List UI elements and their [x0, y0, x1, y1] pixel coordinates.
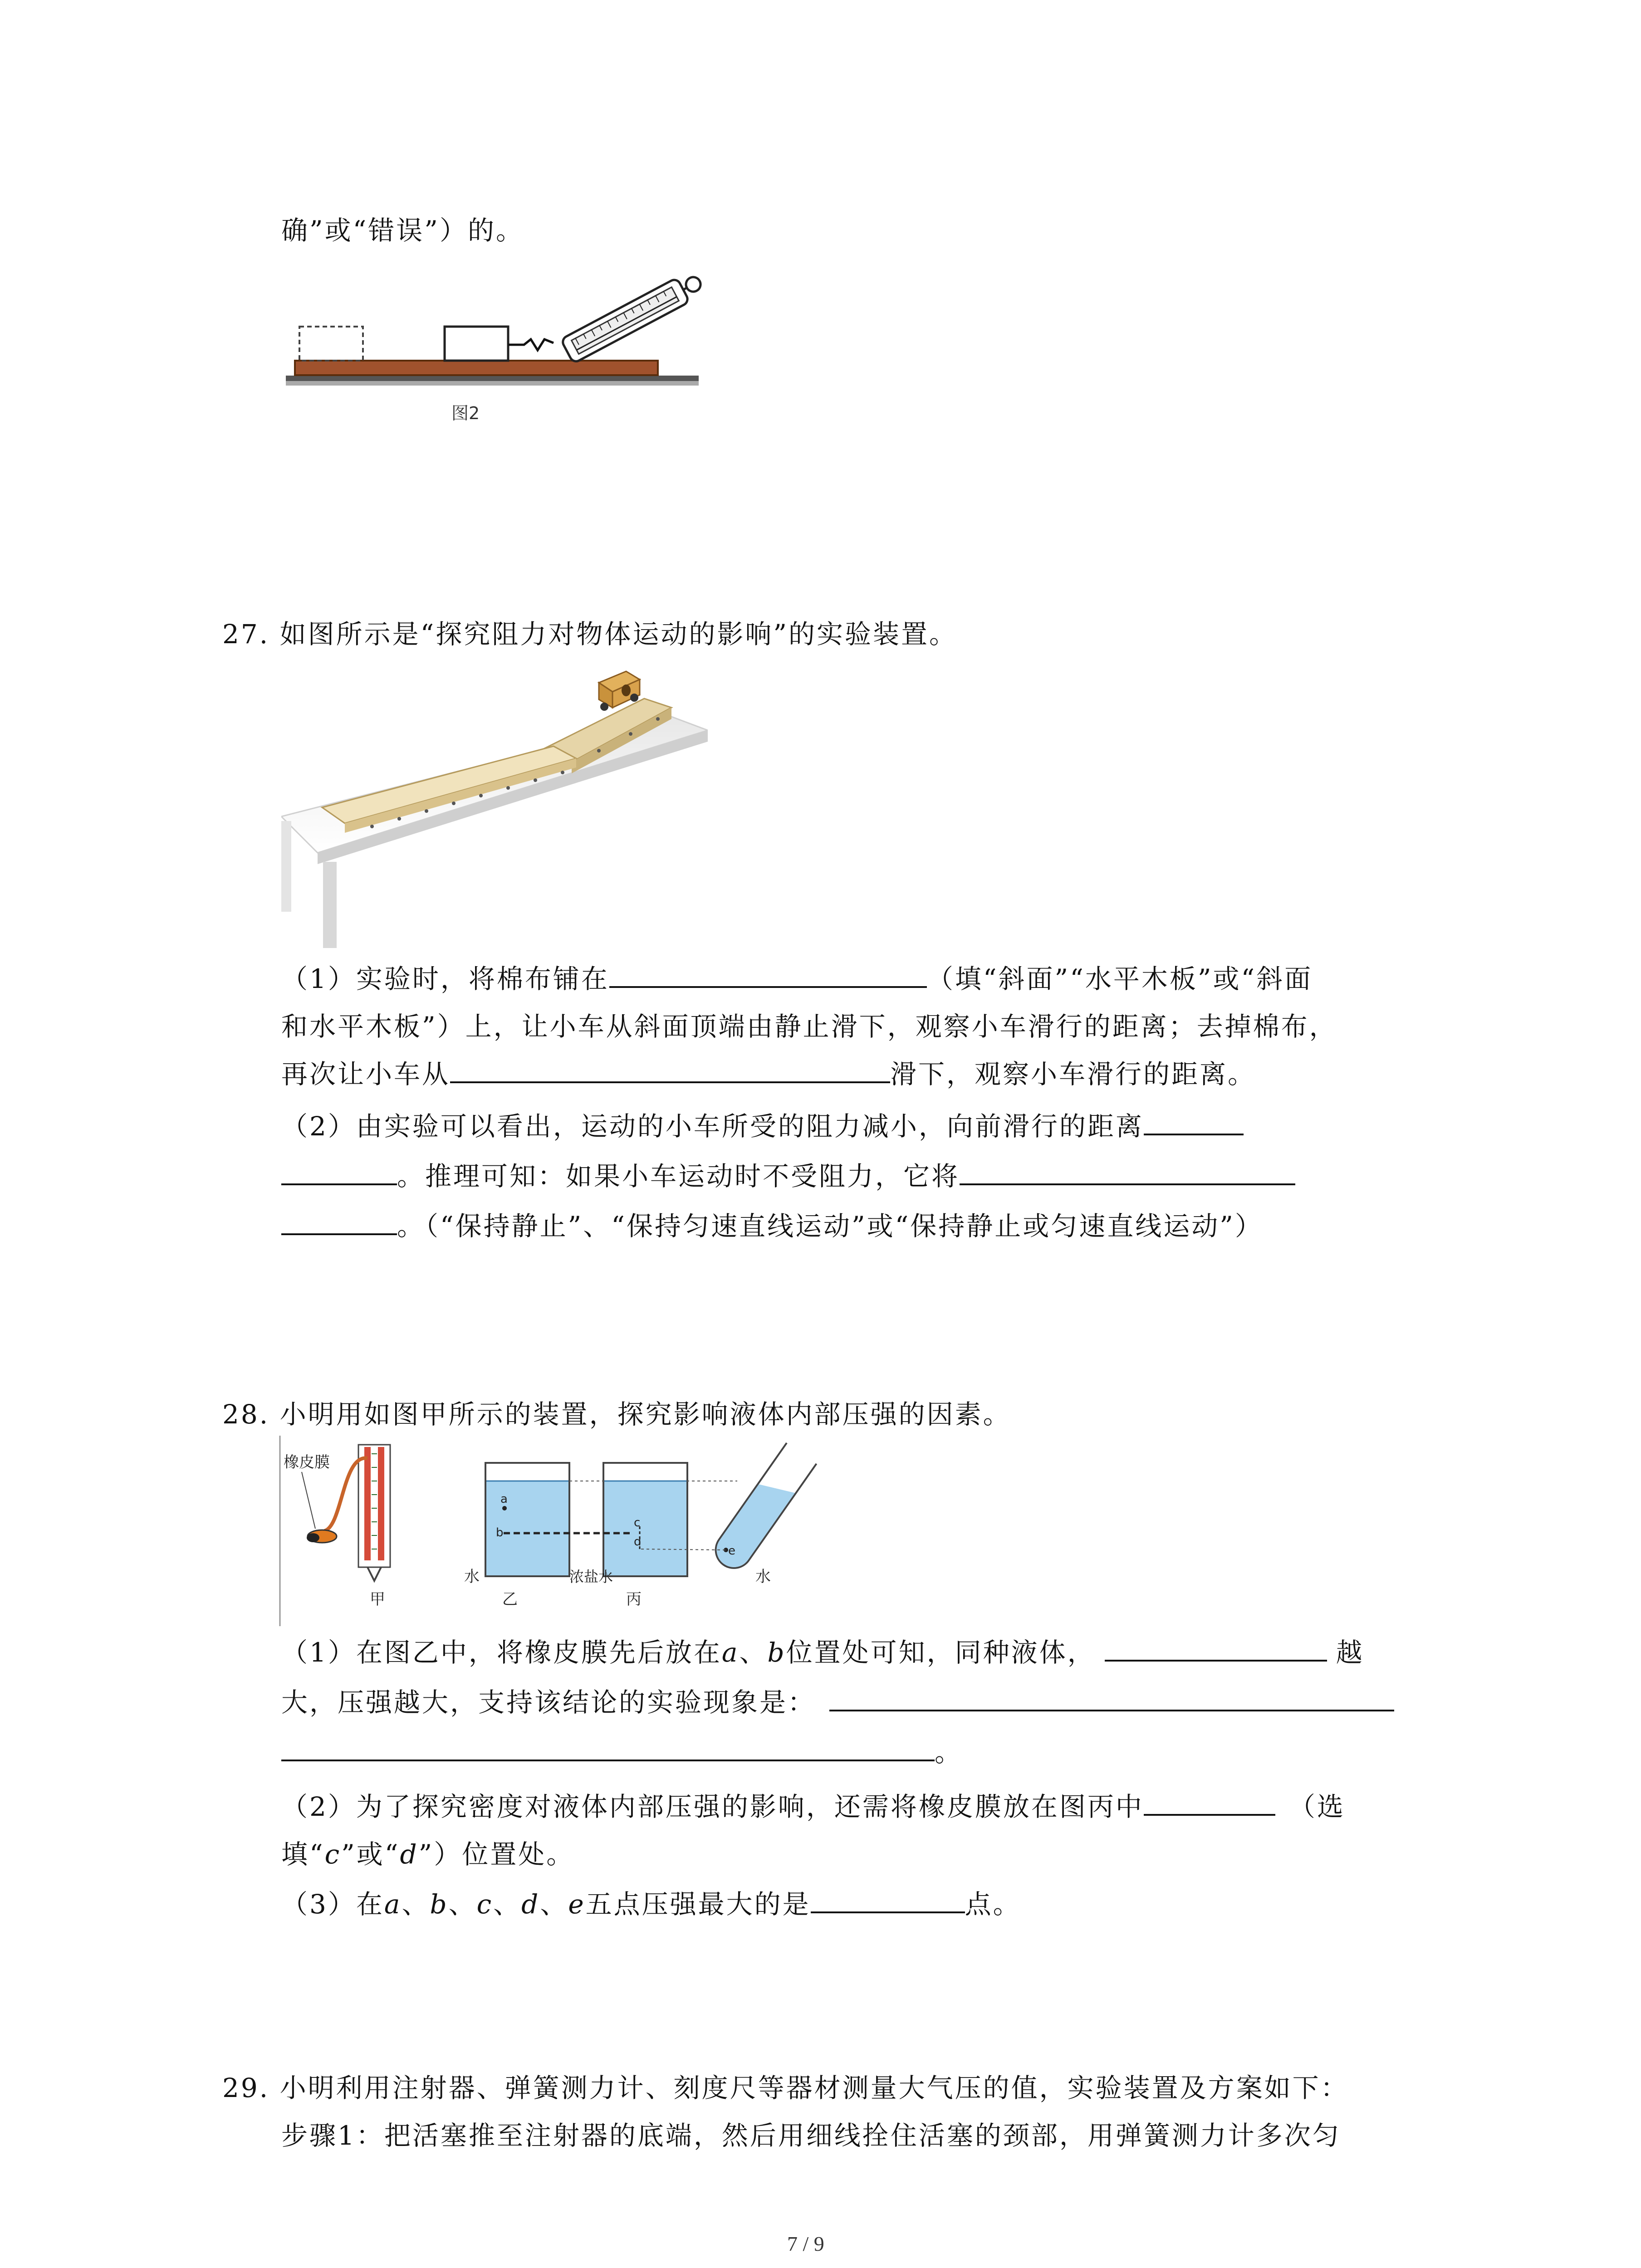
q28-blank-2a[interactable]	[829, 1686, 1394, 1711]
q28-p3-text-b: 五点压强最大的是	[585, 1889, 811, 1920]
q27-blank-1[interactable]	[609, 963, 927, 988]
q27-part2-line1	[281, 1109, 1244, 1144]
q27-part1-line2: 和水平木板”）上，让小车从斜面顶端由静止滑下，观察小车滑行的距离；去掉棉布，	[281, 1011, 1337, 1042]
q28-p3-text-c: 点。	[965, 1889, 1021, 1920]
q28-p2-text-d: ”或“	[341, 1839, 400, 1870]
label-yi: 乙	[502, 1590, 518, 1608]
q28-p3-pt-d: d	[521, 1889, 540, 1920]
q29-line1: 29. 小明利用注射器、弹簧测力计、刻度尺等器材测量大气压的值，实验装置及方案如下：	[222, 2072, 1349, 2103]
q27-blank-3a[interactable]	[1144, 1110, 1244, 1135]
q28-part1-line3	[281, 1735, 963, 1769]
tilted-test-tube	[709, 1443, 817, 1575]
ground-hatching	[286, 376, 699, 386]
q28-p3-sep-1: 、	[402, 1889, 430, 1920]
figure-2-spring-scale	[281, 263, 726, 426]
q28-part1-line1	[281, 1635, 1364, 1670]
q27-blank-3b[interactable]	[281, 1160, 397, 1185]
label-bing: 丙	[626, 1590, 642, 1608]
membrane-label: 橡皮膜	[284, 1453, 330, 1471]
wooden-block	[445, 327, 508, 361]
q28-blank-3[interactable]	[1144, 1790, 1275, 1816]
q28-p3-pt-c: c	[476, 1889, 494, 1920]
q27-p2-text-a: （2）由实验可以看出，运动的小车所受的阻力减小，向前滑行的距离	[281, 1111, 1144, 1142]
q28-p3-pt-a: a	[384, 1889, 402, 1920]
figure-28-liquid-pressure	[279, 1436, 842, 1626]
q28-p2-text-b: （选	[1288, 1791, 1345, 1822]
point-a-dot	[502, 1506, 507, 1510]
q27-part2-line2	[281, 1159, 1295, 1193]
q27-p2-text-c: 。（“保持静止”、“保持匀速直线运动”或“保持静止或匀速直线运动”）	[397, 1211, 1263, 1242]
figure-27-incline-apparatus	[281, 662, 708, 953]
q27-p1-text-a: （1）实验时，将棉布铺在	[281, 963, 609, 994]
q28-p1-text-d: 大，压强越大，支持该结论的实验现象是：	[281, 1687, 816, 1718]
hook-string	[508, 339, 554, 350]
label-water-tube: 水	[755, 1568, 771, 1586]
beaker-yi	[485, 1463, 569, 1576]
point-a-label: a	[500, 1492, 508, 1506]
q28-p2-var-c: c	[324, 1839, 342, 1870]
q27-blank-4b[interactable]	[281, 1210, 397, 1235]
beaker-bing	[603, 1463, 687, 1576]
q28-p2-text-a: （2）为了探究密度对液体内部压强的影响，还需将橡皮膜放在图丙中	[281, 1791, 1144, 1822]
point-e-label: e	[728, 1544, 735, 1558]
q27-part2-line3	[281, 1209, 1263, 1243]
q28-p3-sep-3: 、	[493, 1889, 522, 1920]
point-b-label: b	[496, 1526, 504, 1540]
q28-part3-line	[281, 1887, 1021, 1921]
q27-blank-4a[interactable]	[960, 1160, 1295, 1185]
dashed-block	[299, 327, 363, 361]
q28-stem: 28. 小明用如图甲所示的装置，探究影响液体内部压强的因素。	[222, 1399, 1011, 1430]
q28-p3-text-a: （3）在	[281, 1889, 384, 1920]
point-d-label: d	[634, 1535, 642, 1549]
q27-p1-text-b: （填“斜面”“水平木板”或“斜面	[926, 963, 1313, 994]
q27-stem: 27. 如图所示是“探究阻力对物体运动的影响”的实验装置。	[222, 619, 957, 650]
point-c-label: c	[634, 1516, 641, 1530]
q28-p1-text-c: 越	[1336, 1637, 1364, 1668]
label-water-yi: 水	[464, 1568, 480, 1586]
q28-p1-sep: 、	[739, 1637, 768, 1668]
q28-p3-pt-e: e	[568, 1889, 586, 1920]
q28-p2-text-e: ”）位置处。	[418, 1839, 575, 1870]
q28-blank-2b[interactable]	[281, 1736, 935, 1761]
q28-p3-pt-b: b	[430, 1889, 449, 1920]
q28-part2-line2	[281, 1837, 574, 1872]
q28-part1-line2	[281, 1685, 1394, 1720]
q28-p2-var-d: d	[400, 1839, 419, 1870]
q28-p1-text-a: （1）在图乙中，将橡皮膜先后放在	[281, 1637, 722, 1668]
q27-part1-line1	[281, 962, 1313, 996]
q27-p2-text-b: 。推理可知：如果小车运动时不受阻力，它将	[397, 1161, 960, 1192]
wooden-board	[295, 361, 658, 375]
figure-2-caption: 图2	[451, 403, 480, 423]
page-number: 7 / 9	[787, 2232, 824, 2255]
label-jia: 甲	[370, 1590, 385, 1608]
q28-part2-line1	[281, 1789, 1345, 1824]
q27-part1-line3	[281, 1057, 1256, 1091]
q28-p3-sep-4: 、	[540, 1889, 568, 1920]
q28-p1-var-b: b	[767, 1637, 786, 1668]
q28-p3-sep-2: 、	[448, 1889, 477, 1920]
label-brine: 浓盐水	[569, 1568, 613, 1585]
q28-blank-1[interactable]	[1105, 1636, 1327, 1662]
q28-p1-var-a: a	[721, 1637, 740, 1668]
q26-continuation-text: 确”或“错误”）的。	[281, 215, 524, 246]
q28-p1-end: 。	[935, 1737, 963, 1768]
q28-p1-text-b: 位置处可知，同种液体，	[786, 1637, 1096, 1668]
q27-p1-text-e: 滑下，观察小车滑行的距离。	[890, 1059, 1256, 1090]
q27-p1-text-d: 再次让小车从	[281, 1059, 451, 1090]
q29-line2: 步骤1：把活塞推至注射器的底端，然后用细线拴住活塞的颈部，用弹簧测力计多次匀	[281, 2120, 1341, 2151]
q28-blank-4[interactable]	[811, 1888, 965, 1913]
spring-scale-icon	[561, 269, 706, 363]
q27-blank-2[interactable]	[450, 1058, 890, 1083]
q28-p2-text-c: 填“	[281, 1839, 325, 1870]
